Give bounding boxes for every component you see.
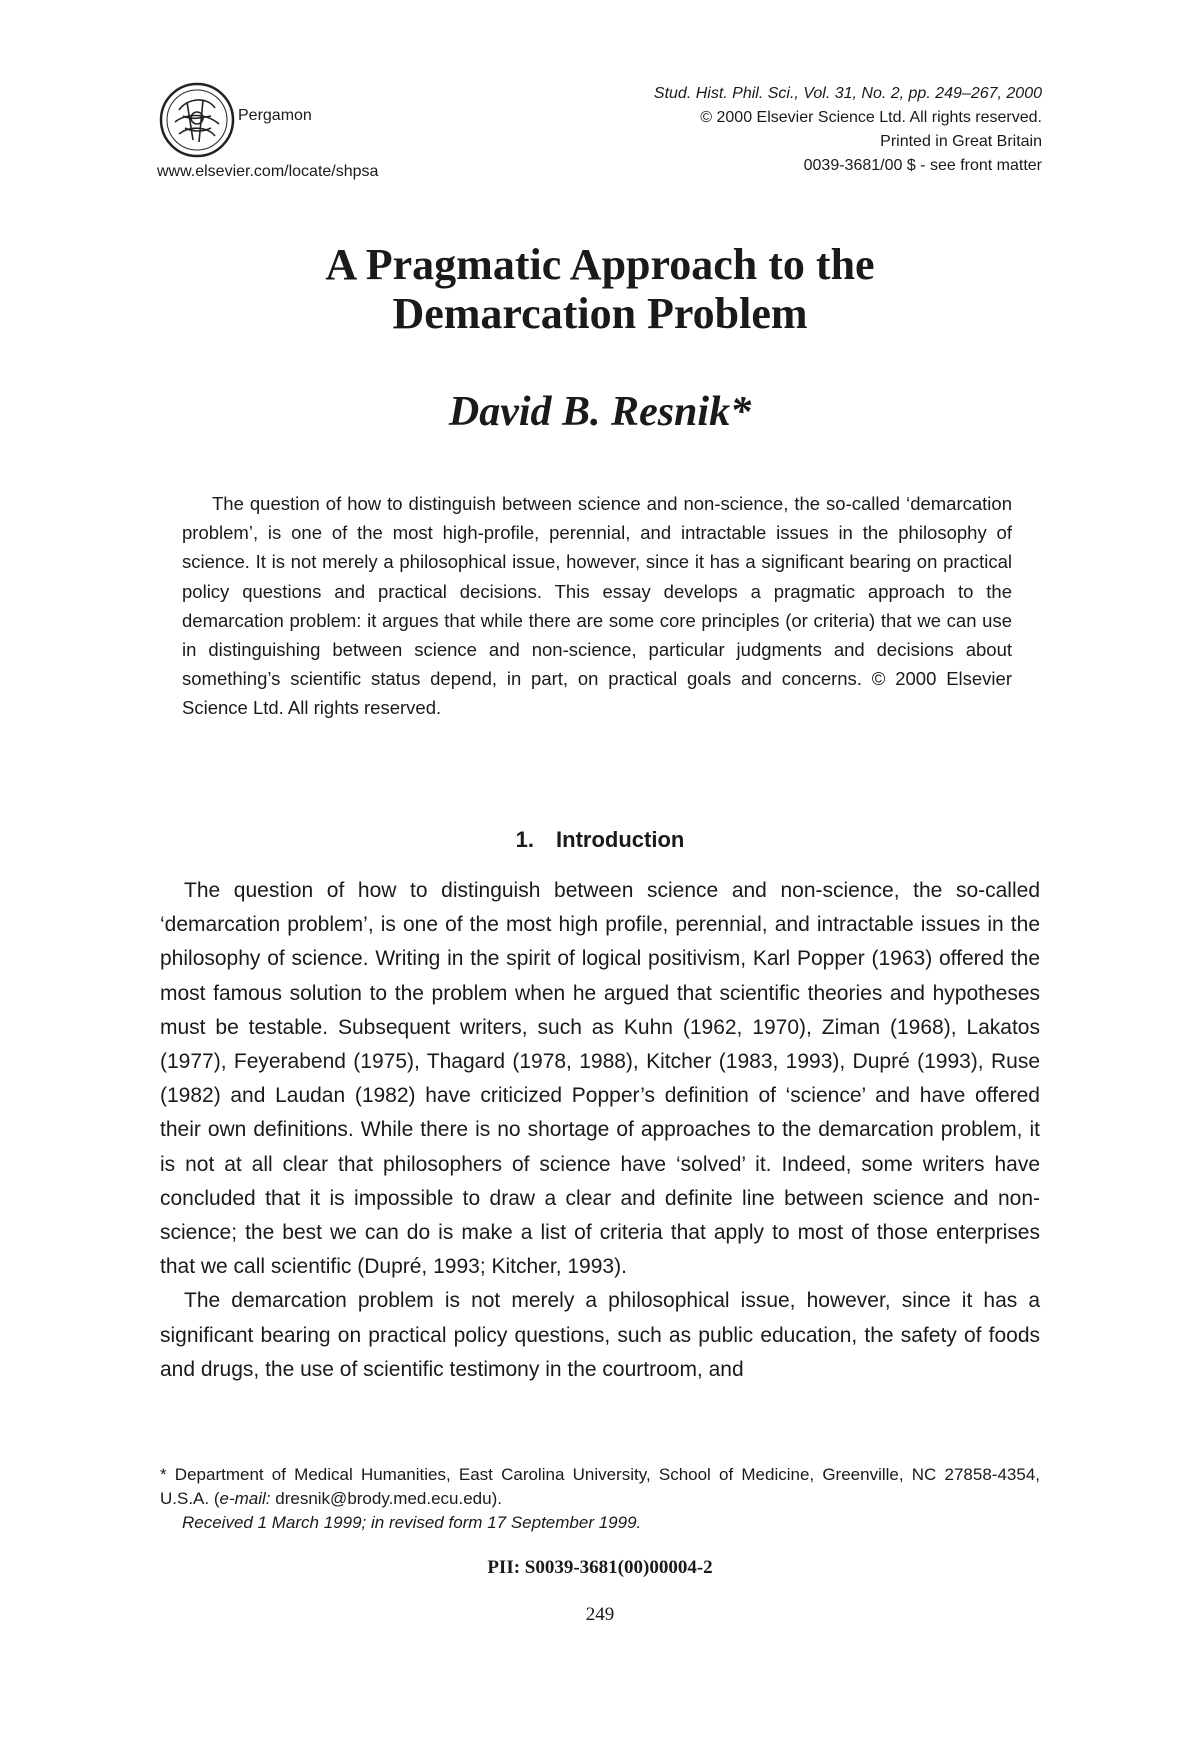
title-line-2: Demarcation Problem bbox=[392, 289, 808, 338]
affiliation-text: * Department of Medical Humanities, East Carolina University, School of Medicine, Greenville, NC 27858-4354, U.S.A. ( bbox=[160, 1465, 1040, 1508]
footnote bbox=[160, 1463, 1040, 1535]
publisher-name: Pergamon bbox=[238, 107, 312, 124]
section-number: 1. bbox=[515, 827, 535, 852]
received-dates: Received 1 March 1999; in revised form 17 September 1999. bbox=[182, 1513, 642, 1532]
journal-citation bbox=[442, 82, 1042, 178]
journal-line-citation: Stud. Hist. Phil. Sci., Vol. 31, No. 2, pp. 249–267, 2000 bbox=[653, 85, 1042, 102]
pii-identifier: PII: S0039-3681(00)00004-2 bbox=[487, 1557, 713, 1578]
journal-line-issn: 0039-3681/00 $ - see front matter bbox=[803, 157, 1042, 174]
page-number: 249 bbox=[585, 1604, 615, 1625]
paper-title bbox=[0, 240, 1200, 338]
section-heading bbox=[0, 827, 1200, 853]
pergamon-logo bbox=[157, 80, 237, 160]
email-label: e-mail: bbox=[219, 1489, 271, 1508]
body-paragraph-2: The demarcation problem is not merely a philosophical issue, however, since it has a significant bearing on practical policy questions, such as public education, the safety of foods and drugs, the use of scientific testimony in the courtroom, and bbox=[160, 1289, 1040, 1381]
abstract: The question of how to distinguish between science and non-science, the so-called ‘demarcation problem’, is one of the most high-profile, perennial, and intractable issues in the philosophy of science. It is not merely a philosophical issue, however, since it has a significant bearing on practical policy questions and practical decisions. This essay develops a pragmatic approach to the demarcation problem: it argues that while there are some core principles (or criteria) that we can use in distinguishing between science and non-science, particular judgments and decisions about something’s scientific status depend, in part, on practical goals and concerns. © 2000 Elsevier Science Ltd. All rights reserved. bbox=[182, 493, 1012, 719]
email-address[interactable]: dresnik@brody.med.ecu.edu bbox=[270, 1489, 492, 1508]
journal-line-copyright: © 2000 Elsevier Science Ltd. All rights reserved. bbox=[700, 109, 1042, 126]
author-name: David B. Resnik* bbox=[448, 389, 752, 435]
body-paragraph-1: The question of how to distinguish between science and non-science, the so-called ‘demarcation problem’, is one of the most high profile, perennial, and intractable issues in the philosophy of science. Writing in the spirit of logical positivism, Karl Popper (1963) offered the most famous solution to the problem when he argued that scientific theories and hypotheses must be testable. Subsequent writers, such as Kuhn (1962, 1970), Ziman (1968), Lakatos (1977), Feyerabend (1975), Thagard (1978, 1988), Kitcher (1983, 1993), Dupré (1993), Ruse (1982) and Laudan (1982) have criticized Popper’s definition of ‘science’ and have offered their own definitions. While there is no shortage of approaches to the demarcation problem, it is not at all clear that philosophers of science have ‘solved’ it. Indeed, some writers have concluded that it is impossible to draw a clear and definite line between science and non-science; the best we can do is make a list of criteria that apply to most of those enterprises that we call scientific (Dupré, 1993; Kitcher, 1993). bbox=[160, 879, 1040, 1279]
affiliation-close: ). bbox=[491, 1489, 502, 1508]
title-line-1: A Pragmatic Approach to the bbox=[325, 240, 875, 289]
journal-line-printed: Printed in Great Britain bbox=[880, 133, 1042, 150]
body-text bbox=[160, 874, 1040, 1387]
journal-url[interactable]: www.elsevier.com/locate/shpsa bbox=[157, 163, 379, 180]
section-title: Introduction bbox=[556, 827, 685, 852]
footnote-affiliation bbox=[160, 1463, 1040, 1511]
